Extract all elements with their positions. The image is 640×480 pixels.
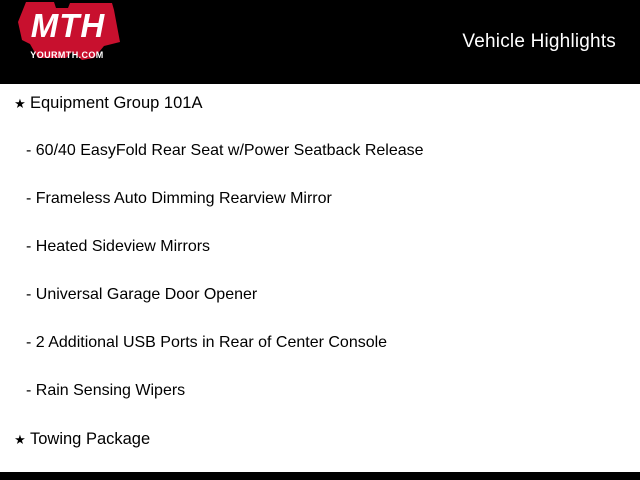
- logo-wordmark: MTH: [30, 7, 106, 44]
- list-item-label: - 60/40 EasyFold Rear Seat w/Power Seatback Release: [26, 142, 424, 159]
- list-item: [0, 286, 640, 334]
- logo-tagline: YOURMTH.COM: [30, 50, 104, 60]
- list-item-label: - Heated Sideview Mirrors: [26, 238, 211, 255]
- list-item: [0, 430, 640, 478]
- star-icon: ★: [14, 432, 26, 447]
- footer-bar: [0, 472, 640, 480]
- highlights-list: [0, 84, 640, 478]
- list-item: [0, 94, 640, 142]
- list-item-label: - Frameless Auto Dimming Rearview Mirror: [26, 190, 332, 207]
- list-item-label: Equipment Group 101A: [30, 94, 203, 112]
- dealer-logo: [8, 0, 128, 84]
- list-item: [0, 142, 640, 190]
- list-item: [0, 382, 640, 430]
- star-icon: ★: [14, 96, 26, 111]
- list-item-label: - Rain Sensing Wipers: [26, 382, 186, 399]
- page-header: [0, 0, 640, 84]
- list-item: [0, 238, 640, 286]
- list-item-label: Towing Package: [30, 430, 151, 448]
- list-item: [0, 190, 640, 238]
- list-item: [0, 334, 640, 382]
- page-title: Vehicle Highlights: [462, 31, 616, 52]
- list-item-label: - 2 Additional USB Ports in Rear of Center Console: [26, 334, 388, 351]
- list-item-label: - Universal Garage Door Opener: [26, 286, 258, 303]
